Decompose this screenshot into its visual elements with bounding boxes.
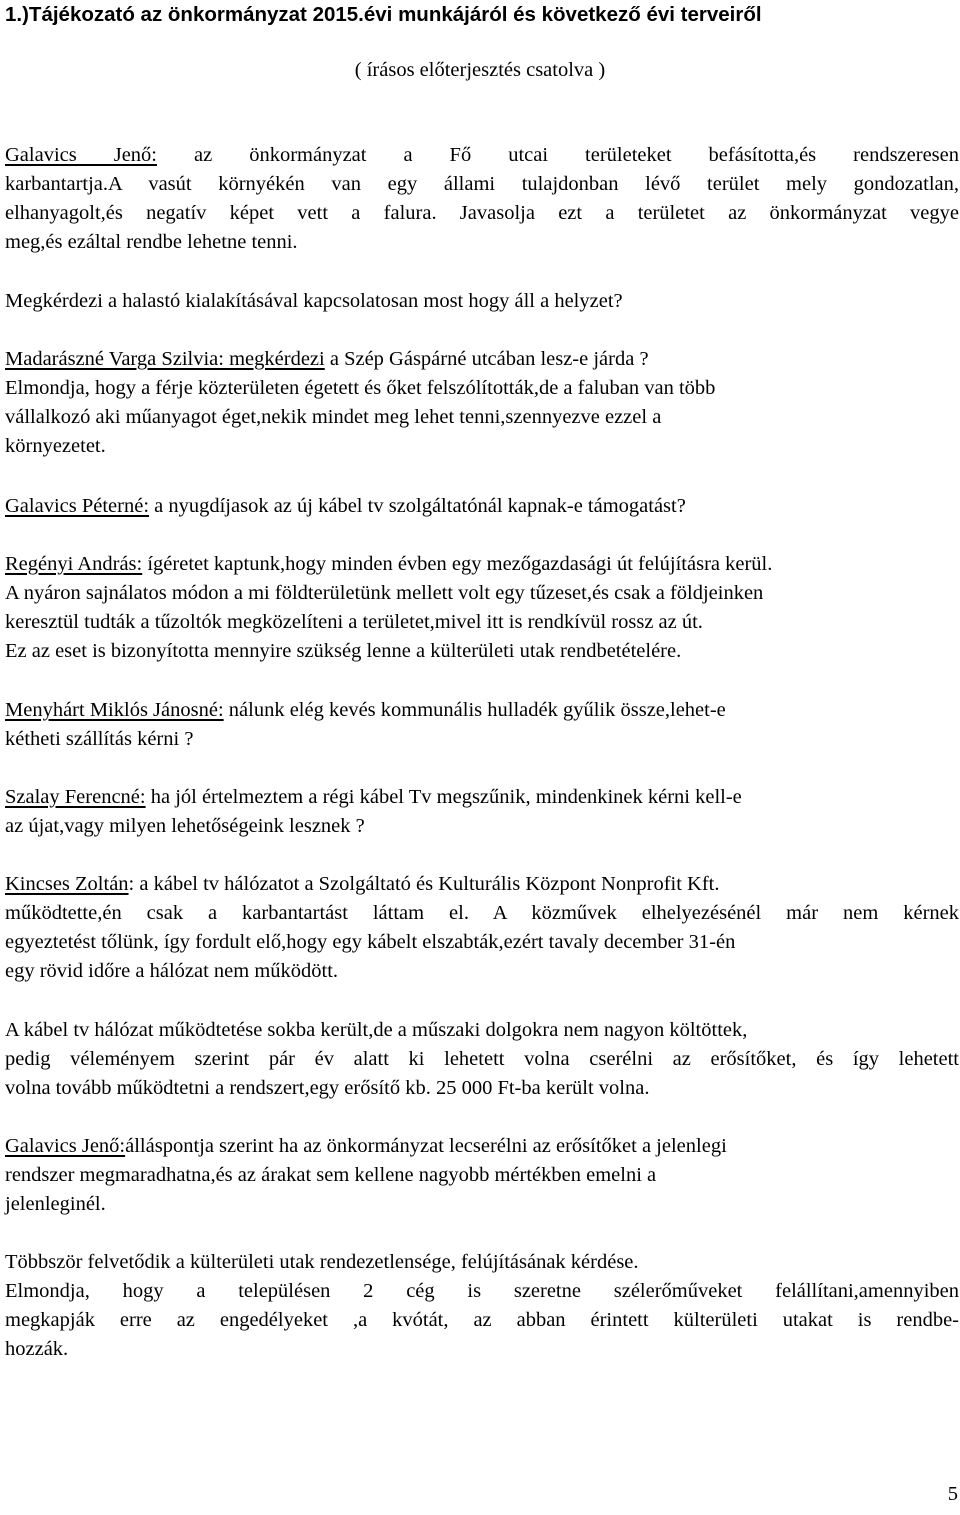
text-line: hozzák. [5,1338,69,1360]
speaker-name: Madarászné Varga Szilvia: megkérdezi [5,348,325,370]
text-line: vállalkozó aki műanyagot éget,nekik mindet meg lehet tenni,szennyezve ezzel a [5,406,662,428]
text-line: keresztül tudták a tűzoltók megközelíteni a területet,mivel itt is rendkívül rossz az út. [5,611,703,633]
paragraph-galavics-jeno-2 [5,1132,959,1219]
text-line: egy rövid időre a hálózat nem működött. [5,960,339,982]
speaker-name: Szalay Ferencné: [5,786,146,808]
paragraph-regenyi-andras [5,550,959,666]
paragraph-kulteruleti-utak [5,1248,959,1364]
paragraph-galavics-jeno [5,141,959,257]
text-line [5,550,959,579]
text-line [5,141,959,170]
speaker-name: Regényi András: [5,553,143,575]
paragraph-kabel-tv [5,1016,959,1103]
paragraph-galavics-peterne [5,492,959,521]
text-span: ha jól értelmeztem a régi kábel Tv megszűnik, mindenkinek kérni kell-e [145,786,742,808]
speaker-name: Kincses Zoltán [5,873,129,895]
paragraph-kincses-zoltan [5,870,959,986]
text-line: pedig véleményem szerint pár év alatt ki lehetett volna cserélni az erősítőket, és így lehetett [5,1048,959,1070]
speaker-name: Galavics Péterné: [5,495,150,517]
text-span: ígéretet kaptunk,hogy minden évben egy mezőgazdasági út felújításra kerül. [142,553,773,575]
text-line [5,696,959,725]
text-line: A kábel tv hálózat működtetése sokba került,de a műszaki dolgokra nem nagyon költöttek, [5,1019,748,1041]
paragraph-menyhart [5,696,959,754]
text-line: Elmondja, hogy a férje közterületen égetett és őket felszólították,de a faluban van több [5,377,716,399]
text-line [5,783,959,812]
speaker-name: Menyhárt Miklós Jánosné: [5,699,224,721]
text-line: karbantartja.A vasút környékén van egy állami tulajdonban lévő terület mely gondozatlan, [5,173,959,195]
text-line: egyeztetést tőlünk, így fordult elő,hogy egy kábelt elszabták,ezért tavaly december 31-én [5,931,736,953]
text-span: álláspontja szerint ha az önkormányzat lecserélni az erősítőket a jelenlegi [125,1135,727,1157]
text-line [5,345,959,374]
speaker-name: Galavics Jenő: [5,1135,126,1157]
text-line: az újat,vagy milyen lehetőségeink lesznek ? [5,815,365,837]
text-line: Ez az eset is bizonyította mennyire szükség lenne a külterületi utak rendbetételére. [5,640,682,662]
text-line: Megkérdezi a halastó kialakításával kapcsolatosan most hogy áll a helyzet? [5,290,623,312]
text-line: rendszer megmaradhatna,és az árakat sem kellene nagyobb mértékben emelni a [5,1164,657,1186]
text-line: elhanyagolt,és negatív képet vett a falura. Javasolja ezt a területet az önkormányzat vegye [5,202,959,224]
text-line: környezetet. [5,435,106,457]
text-line [5,870,959,899]
text-line: meg,és ezáltal rendbe lehetne tenni. [5,231,298,253]
paragraph-szalay [5,783,959,841]
text-line: jelenleginél. [5,1193,106,1215]
text-span: a Szép Gáspárné utcában lesz-e járda ? [324,348,649,370]
text-line: A nyáron sajnálatos módon a mi földterületünk mellett volt egy tűzeset,és csak a földjeinken [5,582,764,604]
paragraph-halasto-question [5,287,959,316]
text-span: az önkormányzat a Fő utcai területeket befásította,és rendszeresen [157,144,959,166]
text-span: nálunk elég kevés kommunális hulladék gyűlik össze,lehet-e [223,699,726,721]
speaker-name: Galavics Jenő: [5,144,157,166]
text-line [5,1132,959,1161]
text-line: volna tovább működtetni a rendszert,egy erősítő kb. 25 000 Ft-ba került volna. [5,1077,650,1099]
text-span: : a kábel tv hálózatot a Szolgáltató és Kulturális Központ Nonprofit Kft. [128,873,720,895]
text-line: Elmondja, hogy a településen 2 cég is szeretne szélerőműveket felállítani,amennyiben [5,1280,959,1302]
attachment-note: ( írásos előterjesztés csatolva ) [354,59,606,81]
text-line: működtette,én csak a karbantartást láttam el. A közművek elhelyezésénél már nem kérnek [5,902,959,924]
agenda-item-title: 1.)Tájékozató az önkormányzat 2015.évi munkájáról és következő évi terveiről [5,3,762,26]
page-number: 5 [947,1483,958,1505]
text-line: megkapják erre az engedélyeket ,a kvótát, az abban érintett külterületi utakat is rendbe- [5,1309,959,1331]
text-line [5,492,959,521]
text-line: kétheti szállítás kérni ? [5,728,194,750]
paragraph-madaraszne [5,345,959,461]
text-span: a nyugdíjasok az új kábel tv szolgáltatónál kapnak-e támogatást? [149,495,686,517]
text-line: Többször felvetődik a külterületi utak rendezetlensége, felújításának kérdése. [5,1251,639,1273]
